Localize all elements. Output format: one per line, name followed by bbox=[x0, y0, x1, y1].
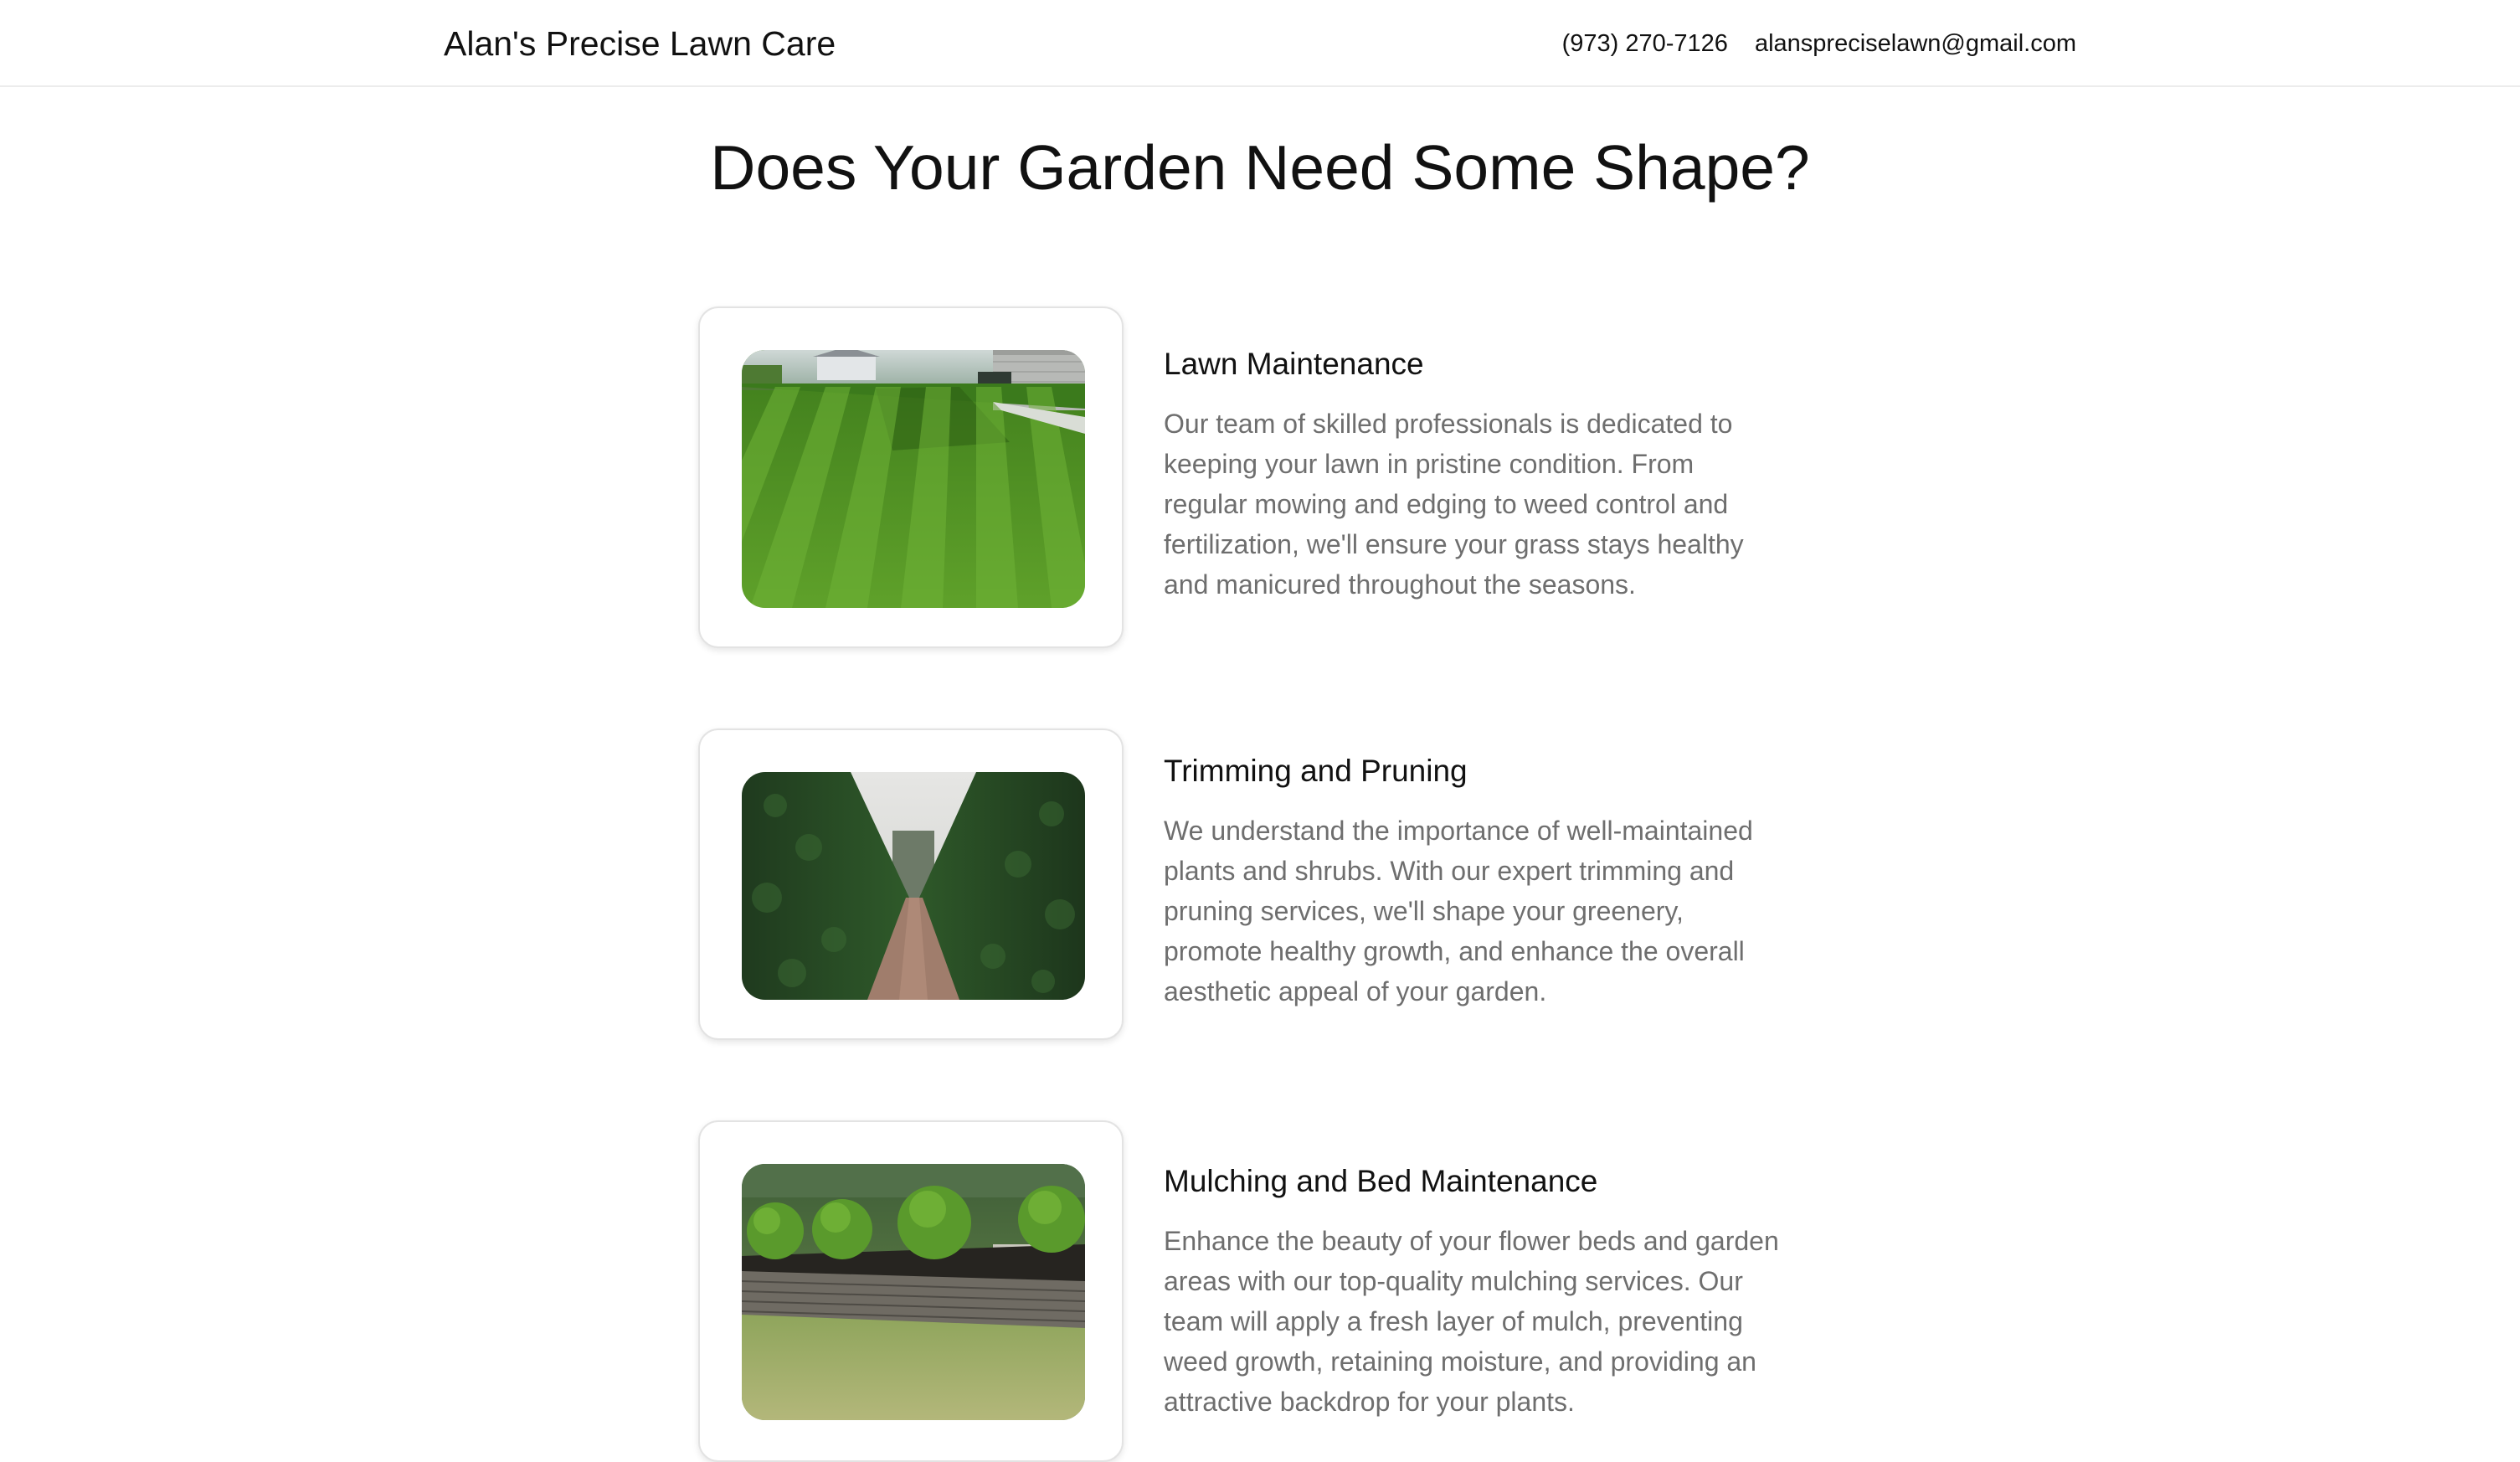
service-text bbox=[1164, 1161, 1800, 1422]
service-image-card bbox=[698, 306, 1124, 648]
garden-bed-photo bbox=[742, 1164, 1085, 1420]
service-image-card bbox=[698, 1120, 1124, 1462]
service-title: Mulching and Bed Maintenance bbox=[1164, 1164, 1598, 1198]
page-title: Does Your Garden Need Some Shape? bbox=[710, 132, 1810, 203]
email-link[interactable]: alanspreciselawn@gmail.com bbox=[1754, 30, 2076, 57]
contact-info bbox=[1562, 25, 2076, 62]
service-description: Enhance the beauty of your flower beds and garden areas with our top-quality mulching services. Our team will apply a fresh layer of mulch, preventing weed growth, retaining moisture, and providing an attractive backdrop for your plants. bbox=[1164, 1226, 1779, 1417]
service-text bbox=[1164, 750, 1800, 1012]
service-title: Lawn Maintenance bbox=[1164, 347, 1424, 381]
service-description: Our team of skilled professionals is dedicated to keeping your lawn in pristine condition. From regular mowing and edging to weed control and fertilization, we'll ensure your grass stays healthy and manicured throughout the seasons. bbox=[1164, 409, 1744, 600]
service-text bbox=[1164, 343, 1800, 605]
site-header bbox=[0, 0, 2520, 87]
brand-title[interactable]: Alan's Precise Lawn Care bbox=[444, 24, 836, 63]
hedge-path-photo bbox=[742, 772, 1085, 1000]
service-image-card bbox=[698, 728, 1124, 1040]
phone-link[interactable]: (973) 270-7126 bbox=[1561, 30, 1728, 57]
service-description: We understand the importance of well-maintained plants and shrubs. With our expert trimming and pruning services, we'll shape your greenery, promote healthy growth, and enhance the overall aesthetic appeal of your garden. bbox=[1164, 816, 1753, 1006]
lawn-photo bbox=[742, 350, 1085, 608]
service-title: Trimming and Pruning bbox=[1164, 754, 1468, 788]
